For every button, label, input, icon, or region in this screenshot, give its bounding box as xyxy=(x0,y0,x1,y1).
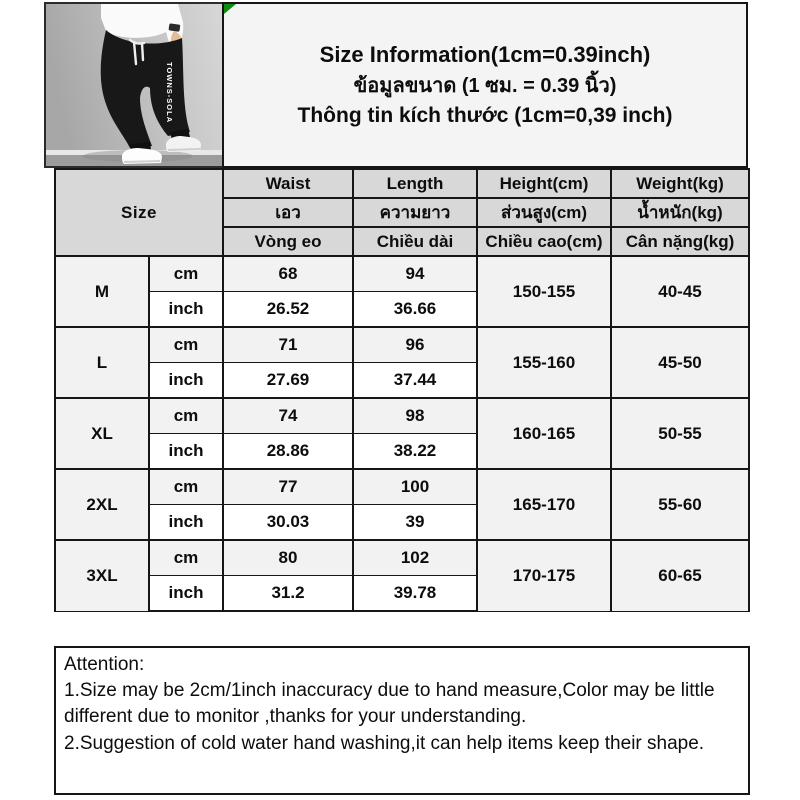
height-range: 170-175 xyxy=(477,540,611,611)
title-th: ข้อมูลขนาด (1 ซม. = 0.39 นิ้ว) xyxy=(353,74,617,97)
title-block xyxy=(222,2,748,168)
attention-line-1: 1.Size may be 2cm/1inch inaccuracy due to hand measure,Color may be little different due to monitor ,thanks for your understanding. xyxy=(64,680,715,728)
table-row xyxy=(55,327,749,363)
length-value: 38.22 xyxy=(353,434,477,470)
attention-line-2: 2.Suggestion of cold water hand washing,it can help items keep their shape. xyxy=(64,732,705,754)
weight-range: 60-65 xyxy=(611,540,749,611)
unit-label: inch xyxy=(149,576,223,612)
height-range: 165-170 xyxy=(477,469,611,540)
length-value: 102 xyxy=(353,540,477,576)
col-header-height-th: ส่วนสูง(cm) xyxy=(477,198,611,227)
waist-value: 28.86 xyxy=(223,434,353,470)
size-header: Size xyxy=(55,169,223,256)
col-header-waist-th: เอว xyxy=(223,198,353,227)
waist-value: 31.2 xyxy=(223,576,353,612)
unit-label: inch xyxy=(149,434,223,470)
col-header-weight-th: น้ำหนัก(kg) xyxy=(611,198,749,227)
attention-note xyxy=(54,646,750,795)
unit-label: cm xyxy=(149,469,223,505)
table-row xyxy=(55,469,749,505)
table-row xyxy=(55,256,749,292)
waist-value: 27.69 xyxy=(223,363,353,399)
unit-label: cm xyxy=(149,327,223,363)
size-label: L xyxy=(55,327,149,398)
header-row-en xyxy=(55,169,749,198)
col-header-waist-vi: Vòng eo xyxy=(223,227,353,256)
unit-label: cm xyxy=(149,540,223,576)
cell-flag-triangle-icon xyxy=(224,4,236,14)
col-header-waist-en: Waist xyxy=(223,169,353,198)
length-value: 98 xyxy=(353,398,477,434)
height-range: 155-160 xyxy=(477,327,611,398)
length-value: 39.78 xyxy=(353,576,477,612)
unit-label: inch xyxy=(149,363,223,399)
title-en: Size Information(1cm=0.39inch) xyxy=(319,41,651,67)
weight-range: 50-55 xyxy=(611,398,749,469)
length-value: 100 xyxy=(353,469,477,505)
waist-value: 77 xyxy=(223,469,353,505)
pants-print-text: TOWNS-SOLA xyxy=(165,62,174,124)
waist-value: 80 xyxy=(223,540,353,576)
col-header-height-vi: Chiều cao(cm) xyxy=(477,227,611,256)
col-header-length-vi: Chiều dài xyxy=(353,227,477,256)
size-label: 3XL xyxy=(55,540,149,611)
title-vi: Thông tin kích thước (1cm=0,39 inch) xyxy=(297,103,673,127)
height-range: 150-155 xyxy=(477,256,611,327)
col-header-height-en: Height(cm) xyxy=(477,169,611,198)
unit-label: cm xyxy=(149,398,223,434)
waist-value: 26.52 xyxy=(223,292,353,328)
product-photo-art xyxy=(46,4,222,166)
length-value: 96 xyxy=(353,327,477,363)
unit-label: cm xyxy=(149,256,223,292)
table-row xyxy=(55,540,749,576)
weight-range: 55-60 xyxy=(611,469,749,540)
length-value: 94 xyxy=(353,256,477,292)
table-row xyxy=(55,398,749,434)
size-label: 2XL xyxy=(55,469,149,540)
waist-value: 71 xyxy=(223,327,353,363)
attention-heading: Attention: xyxy=(64,654,145,675)
size-label: M xyxy=(55,256,149,327)
weight-range: 45-50 xyxy=(611,327,749,398)
waist-value: 68 xyxy=(223,256,353,292)
waist-value: 30.03 xyxy=(223,505,353,541)
col-header-weight-en: Weight(kg) xyxy=(611,169,749,198)
length-value: 39 xyxy=(353,505,477,541)
height-range: 160-165 xyxy=(477,398,611,469)
col-header-length-th: ความยาว xyxy=(353,198,477,227)
unit-label: inch xyxy=(149,292,223,328)
col-header-length-en: Length xyxy=(353,169,477,198)
product-photo xyxy=(44,2,224,168)
size-label: XL xyxy=(55,398,149,469)
weight-range: 40-45 xyxy=(611,256,749,327)
length-value: 37.44 xyxy=(353,363,477,399)
waist-value: 74 xyxy=(223,398,353,434)
unit-label: inch xyxy=(149,505,223,541)
length-value: 36.66 xyxy=(353,292,477,328)
col-header-weight-vi: Cân nặng(kg) xyxy=(611,227,749,256)
size-table xyxy=(54,168,750,612)
